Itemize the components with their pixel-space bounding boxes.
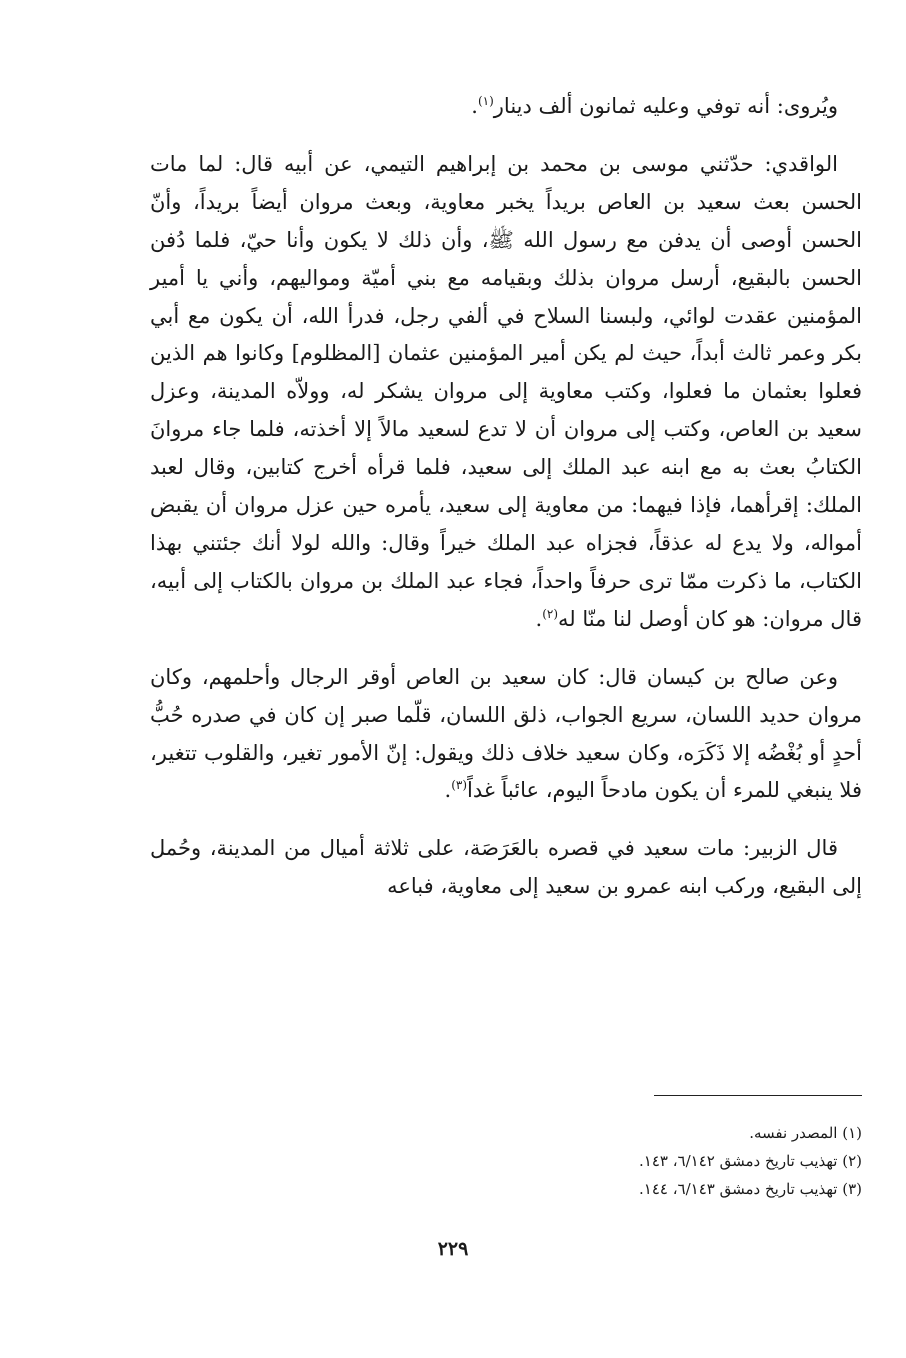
footnote-marker: (٢) (542, 606, 559, 621)
footnote: (١) المصدر نفسه. (749, 1124, 862, 1142)
paragraph: الواقدي: حدّثني موسى بن محمد بن إبراهيم التيمي، عن أبيه قال: لما مات الحسن بعث سعيد بن العاص بريداً يخبر معاوية، وبعث مروان أيضاً بريداً، وأنّ الحسن أوصى أن يدفن مع رسول الله ﷺ، وأن ذلك لا يكون وأنا حيّ، فلما دُفن الحسن بالبقيع، أرسل مروان بذلك وبقيامه مع بني أميّة ومواليهم، وأني يا أمير المؤمنين عقدت لوائي، ولبسنا السلاح في ألفي رجل، فدرأ الله، أن يكون مع أبي بكر وعمر ثالث أبداً، حيث لم يكن أمير المؤمنين عثمان [المظلوم] وكانوا هم الذين فعلوا بعثمان ما فعلوا، وكتب معاوية إلى مروان يشكر له، وولاّه المدينة، وعزل سعيد بن العاص، وكتب إلى مروان أن لا تدع لسعيد مالاً إلا أخذته، فلما جاء مروانَ الكتابُ بعث به مع ابنه عبد الملك إلى سعيد، فلما قرأه أخرج كتابين، وقال لعبد الملك: إقرأهما، فإذا فيهما: من معاوية إلى سعيد، يأمره حين عزل مروان أن يقبض أمواله، ولا يدع له عذقاً، فجزاه عبد الملك خيراً وقال: والله لولا أنك جئتني بهذا الكتاب، ما ذكرت ممّا ترى حرفاً واحداً، فجاء عبد الملك بن مروان بالكتاب إلى أبيه، قال مروان: هو كان أوصل لنا منّا له$^{(٢)}$. (150, 151, 862, 631)
paragraph-text: قال الزبير: مات سعيد في قصره بالعَرَصَة، على ثلاثة أميال من المدينة، وحُمل إلى البقيع، وركب ابنه عمرو بن سعيد إلى معاوية، فباعه (150, 836, 862, 899)
footnote: (٣) تهذيب تاريخ دمشق ٦/١٤٣، ١٤٤. (638, 1180, 862, 1198)
footnote-divider (654, 1095, 862, 1096)
footnote: (٢) تهذيب تاريخ دمشق ٦/١٤٢، ١٤٣. (638, 1152, 862, 1170)
paragraph-text: وعن صالح بن كيسان قال: كان سعيد بن العاص أوقر الرجال وأحلمهم، وكان مروان حديد اللسان، سريع الجواب، ذلق اللسان، قلّما صبر إن كان في صدره حُبُّ أحدٍ أو بُغْضُه إلا ذَكَرَه، وكان سعيد خلاف ذلك ويقول: إنّ الأمور تغير، والقلوب تتغير، فلا ينبغي للمرء أن يكون مادحاً اليوم، عائباً غداً (150, 664, 862, 803)
footnote-marker: (١) (477, 94, 494, 108)
main-text (150, 88, 862, 926)
paragraph-text: ويُروى: أنه توفي وعليه ثمانون ألف دينار (493, 94, 838, 118)
paragraph (150, 830, 862, 906)
footnotes (150, 1119, 862, 1203)
page-number: ٢٢٩ (437, 1238, 469, 1260)
footnote-marker: (٣) (451, 778, 468, 793)
paragraph-text: الواقدي: حدّثني موسى بن محمد بن إبراهيم التيمي، عن أبيه قال: لما مات الحسن بعث سعيد بن العاص بريداً يخبر معاوية، وبعث مروان أيضاً بريداً، وأنّ الحسن أوصى أن يدفن مع رسول الله ﷺ، وأن ذلك لا يكون وأنا حيّ، فلما دُفن الحسن بالبقيع، أرسل مروان بذلك وبقيامه مع بني أميّة ومواليهم، وأني يا أمير المؤمنين عقدت لوائي، ولبسنا السلاح في ألفي رجل، فدرأ الله، أن يكون مع أبي بكر وعمر ثالث أبداً، حيث لم يكن أمير المؤمنين عثمان [المظلوم] وكانوا هم الذين فعلوا بعثمان ما فعلوا، وكتب معاوية إلى مروان يشكر له، وولاّه المدينة، وعزل سعيد بن العاص، وكتب إلى مروان أن لا تدع لسعيد مالاً إلا أخذته، فلما جاء مروانَ الكتابُ بعث به مع ابنه عبد الملك إلى سعيد، فلما قرأه أخرج كتابين، وقال لعبد الملك: إقرأهما، فإذا فيهما: من معاوية إلى سعيد، يأمره حين عزل مروان أن يقبض أمواله، ولا يدع له عذقاً، فجزاه عبد الملك خيراً وقال: والله لولا أنك جئتني بهذا الكتاب، ما ذكرت ممّا ترى حرفاً واحداً، فجاء عبد الملك بن مروان بالكتاب إلى أبيه، قال مروان: هو كان أوصل لنا منّا له (150, 151, 862, 631)
paragraph: ويُروى: أنه توفي وعليه ثمانون ألف دينار$^{(١)}$. (471, 94, 838, 118)
paragraph: وعن صالح بن كيسان قال: كان سعيد بن العاص أوقر الرجال وأحلمهم، وكان مروان حديد اللسان، سريع الجواب، ذلق اللسان، قلّما صبر إن كان في صدره حُبُّ أحدٍ أو بُغْضُه إلا ذَكَرَه، وكان سعيد خلاف ذلك ويقول: إنّ الأمور تغير، والقلوب تتغير، فلا ينبغي للمرء أن يكون مادحاً اليوم، عائباً غداً$^{(٣)}$. (150, 664, 862, 803)
